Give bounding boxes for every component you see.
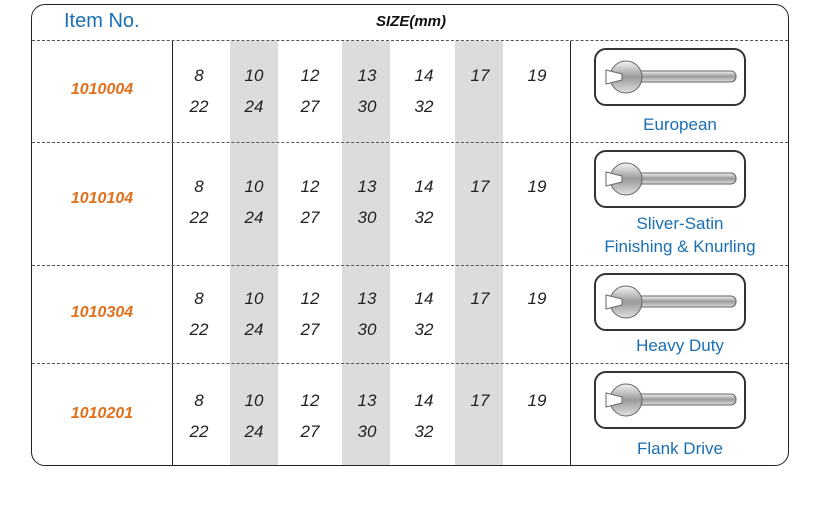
size-value: 32 (414, 320, 434, 339)
combination-wrench-icon (596, 50, 744, 104)
size-value: 27 (300, 97, 320, 116)
size-value: 17 (470, 391, 490, 410)
item-number: 1010201 (70, 405, 134, 422)
size-header: SIZE(mm) (375, 13, 446, 30)
size-value: 17 (470, 177, 490, 196)
wrench-image-frame (594, 48, 746, 106)
wrench-type-caption: Heavy Duty (636, 336, 724, 355)
item-number: 1010004 (70, 81, 134, 98)
combination-wrench-icon (596, 152, 744, 206)
size-value: 13 (357, 66, 377, 85)
size-value: 22 (189, 320, 209, 339)
size-value: 10 (244, 391, 264, 410)
size-value: 17 (470, 289, 490, 308)
wrench-image-frame (594, 273, 746, 331)
size-value: 12 (300, 289, 320, 308)
size-value: 30 (357, 97, 377, 116)
size-value: 12 (300, 177, 320, 196)
size-value: 30 (357, 208, 377, 227)
size-value: 27 (300, 208, 320, 227)
combination-wrench-icon (596, 373, 744, 427)
row-divider (32, 265, 788, 266)
size-value: 13 (357, 177, 377, 196)
item-no-header: Item No. (64, 10, 140, 32)
size-value: 12 (300, 391, 320, 410)
size-value: 24 (244, 320, 264, 339)
size-value: 24 (244, 208, 264, 227)
size-value: 8 (194, 289, 204, 308)
wrench-type-caption: Finishing & Knurling (604, 237, 756, 256)
combination-wrench-icon (596, 275, 744, 329)
size-value: 10 (244, 289, 264, 308)
size-value: 24 (244, 422, 264, 441)
column-divider (172, 41, 173, 465)
wrench-type-caption: Flank Drive (637, 439, 723, 458)
size-value: 19 (527, 289, 547, 308)
size-value: 22 (189, 422, 209, 441)
size-value: 30 (357, 320, 377, 339)
size-value: 10 (244, 177, 264, 196)
size-value: 24 (244, 97, 264, 116)
size-value: 17 (470, 66, 490, 85)
row-divider (32, 142, 788, 143)
size-value: 32 (414, 422, 434, 441)
row-divider (32, 363, 788, 364)
size-value: 14 (414, 66, 434, 85)
spec-table (31, 4, 789, 466)
size-value: 27 (300, 422, 320, 441)
size-value: 10 (244, 66, 264, 85)
size-value: 32 (414, 208, 434, 227)
size-value: 19 (527, 66, 547, 85)
size-value: 14 (414, 391, 434, 410)
item-number: 1010304 (70, 304, 134, 321)
wrench-image-frame (594, 371, 746, 429)
size-value: 13 (357, 289, 377, 308)
size-value: 19 (527, 391, 547, 410)
size-value: 12 (300, 66, 320, 85)
size-value: 13 (357, 391, 377, 410)
size-value: 8 (194, 66, 204, 85)
size-value: 19 (527, 177, 547, 196)
item-number: 1010104 (70, 190, 134, 207)
size-value: 14 (414, 289, 434, 308)
wrench-type-caption: European (643, 115, 717, 134)
row-divider (32, 40, 788, 41)
size-value: 8 (194, 177, 204, 196)
size-value: 27 (300, 320, 320, 339)
size-value: 32 (414, 97, 434, 116)
size-value: 8 (194, 391, 204, 410)
size-value: 30 (357, 422, 377, 441)
wrench-type-caption: Sliver-Satin (636, 214, 724, 233)
size-value: 22 (189, 97, 209, 116)
size-value: 22 (189, 208, 209, 227)
wrench-image-frame (594, 150, 746, 208)
size-value: 14 (414, 177, 434, 196)
